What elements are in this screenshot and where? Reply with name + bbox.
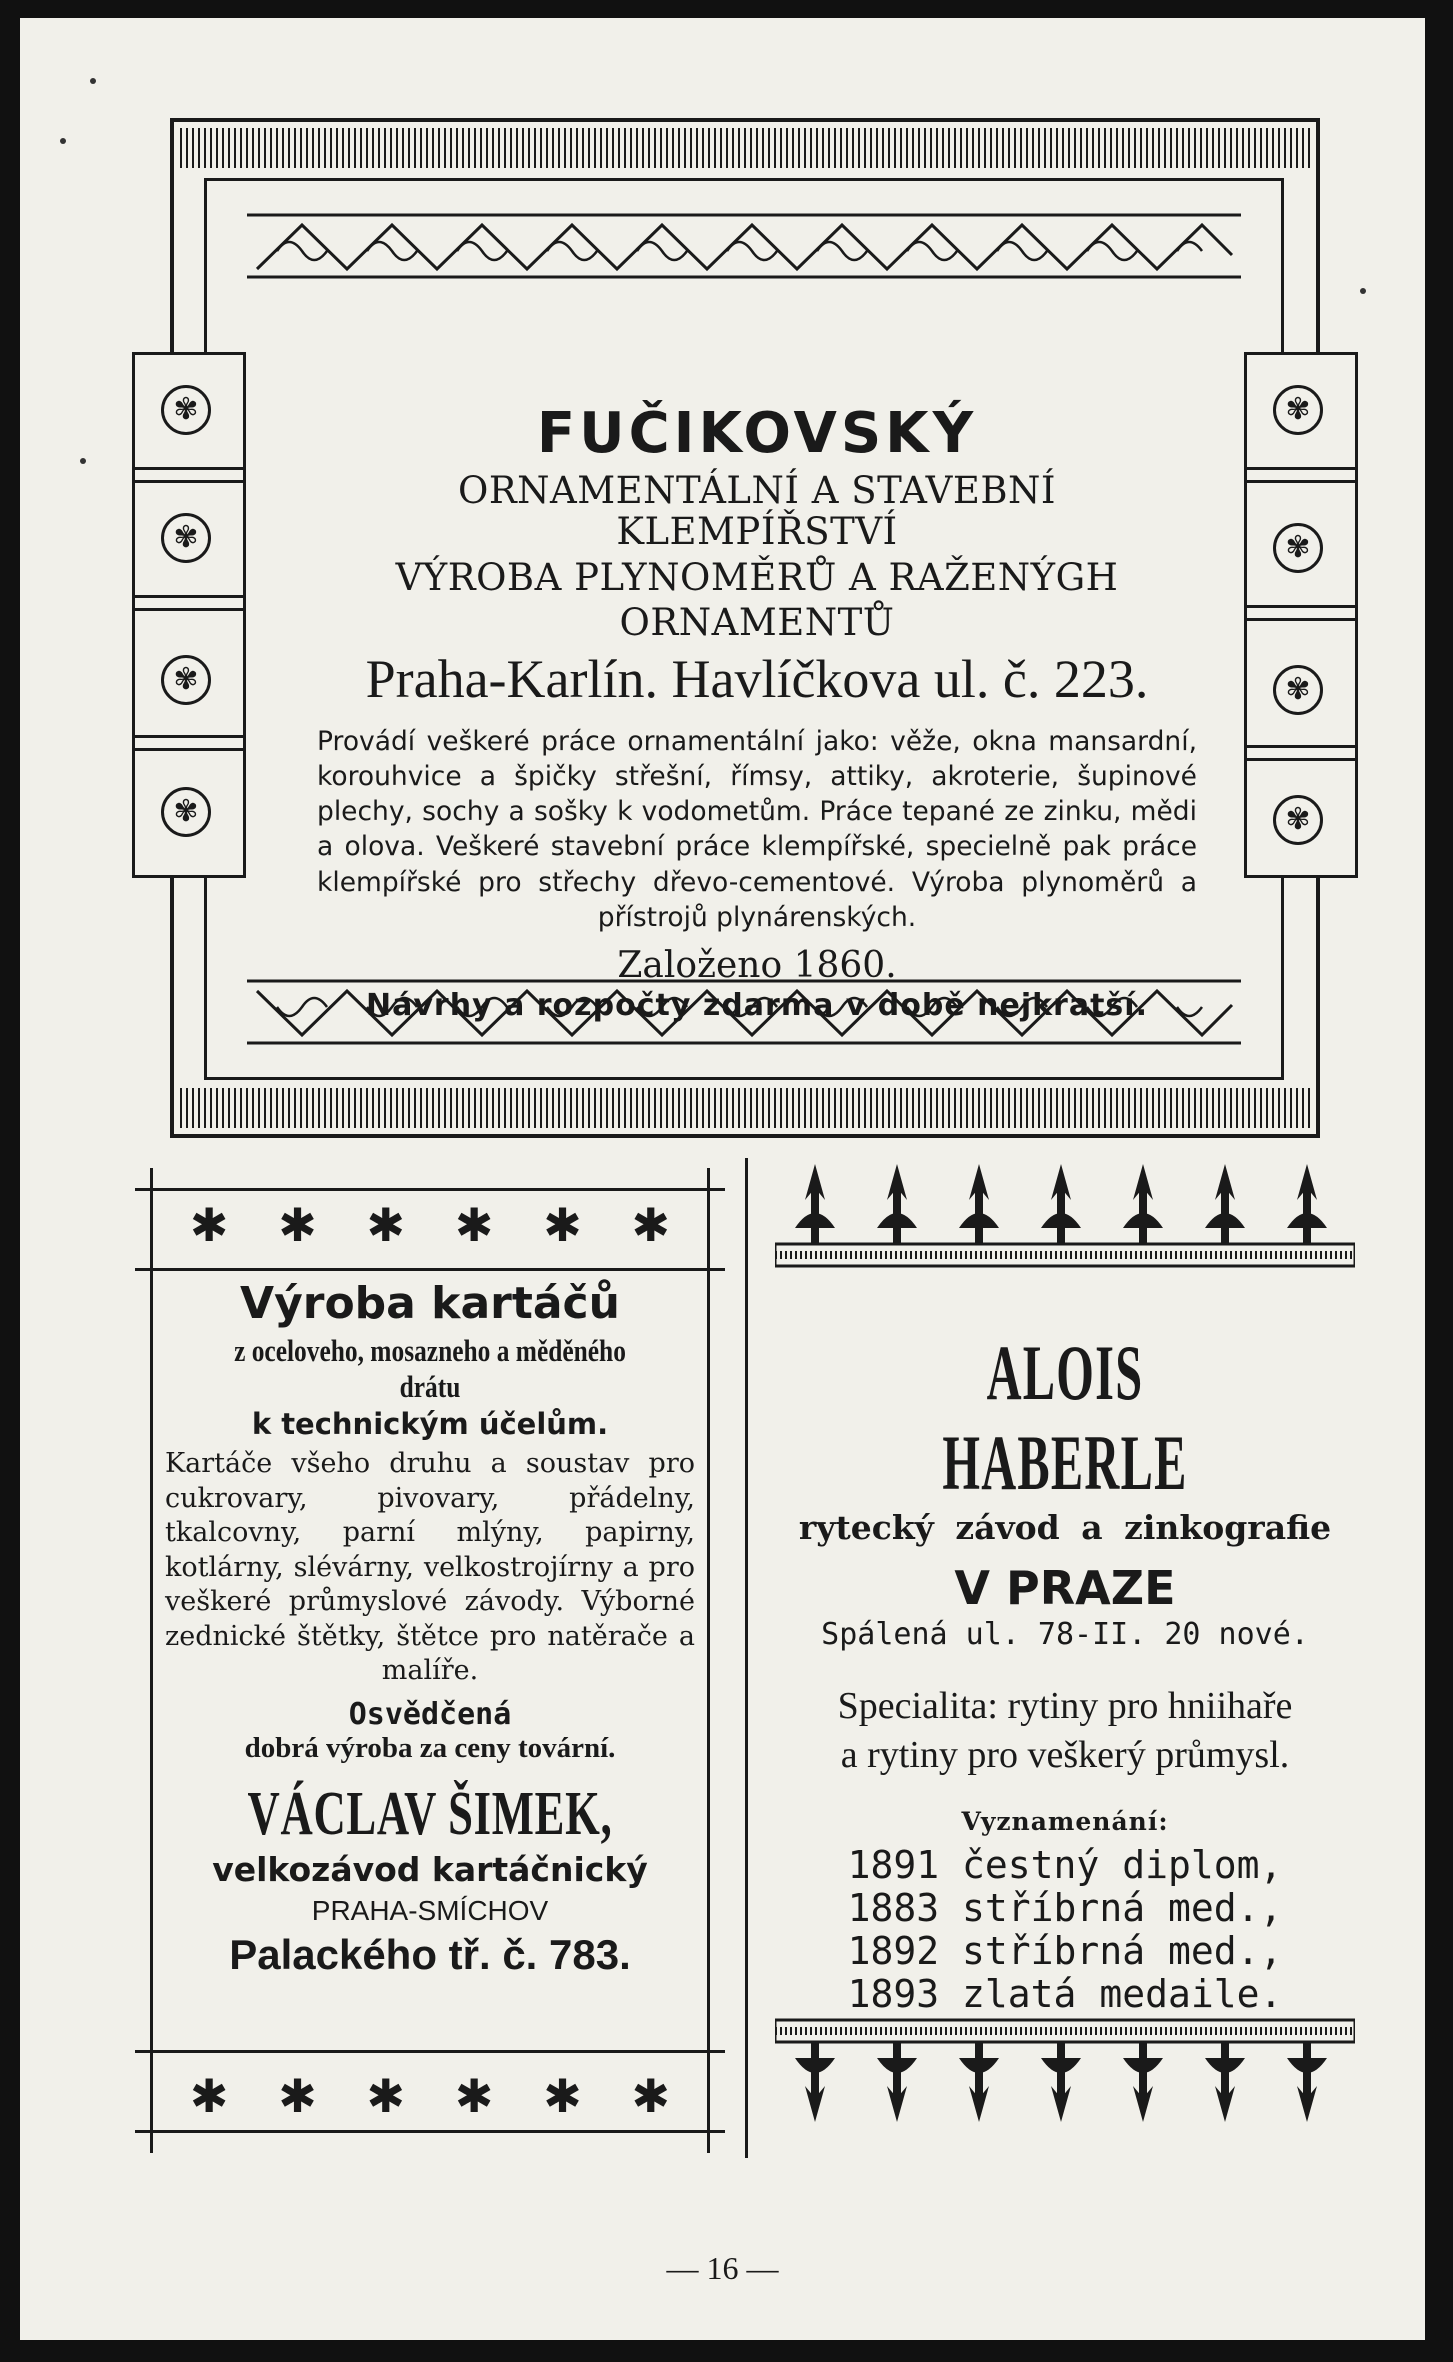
founded-note: Založeno 1860.	[617, 945, 897, 987]
specialty-line: Specialita: rytiny pro hniihaře	[837, 1685, 1293, 1727]
rosette-icon: ✾	[161, 787, 211, 837]
frame-line-left	[150, 1168, 153, 2153]
star-ornament-row-bottom	[165, 2069, 695, 2123]
print-speck	[1360, 288, 1366, 294]
pillar-rule	[1247, 745, 1355, 761]
firm-name: ALOIS HABERLE	[942, 1329, 1188, 1506]
award-item: 1883 stříbrná med.,	[847, 1885, 1283, 1930]
star-icon: ✱	[366, 2069, 406, 2123]
street-address: Spálená ul. 78-II. 20 nové.	[821, 1617, 1309, 1652]
rosette-icon: ✾	[1273, 523, 1323, 573]
right-ad-text	[765, 1328, 1365, 2016]
tagline: Návrhy a rozpočty zdarma v době nejkratší.	[366, 988, 1148, 1024]
star-icon: ✱	[278, 2069, 317, 2123]
pillar-rule	[135, 467, 243, 483]
star-icon: ✱	[631, 2069, 671, 2123]
award-item: 1892 stříbrná med.,	[847, 1928, 1283, 1973]
fucikovsky-advertisement	[170, 118, 1320, 1138]
hatched-border-bottom	[180, 1088, 1310, 1128]
print-speck	[80, 458, 86, 464]
column-divider	[745, 1158, 748, 2158]
star-icon: ✱	[278, 1198, 317, 1252]
frame-line	[135, 2050, 725, 2053]
award-item: 1891 čestný diplom,	[847, 1842, 1283, 1887]
frame-line-right	[707, 1168, 710, 2153]
inner-panel	[204, 178, 1284, 1080]
star-icon: ✱	[454, 2069, 494, 2123]
rosette-icon: ✾	[161, 655, 211, 705]
star-icon: ✱	[454, 1198, 494, 1252]
awards-heading: Vyznamenání:	[961, 1806, 1169, 1836]
star-icon: ✱	[189, 2069, 229, 2123]
pillar-rule	[135, 595, 243, 611]
city: V PRAZE	[954, 1561, 1176, 1615]
print-speck	[90, 78, 96, 84]
star-ornament-row-top	[165, 1198, 695, 1252]
left-ad-text	[165, 1278, 695, 1979]
ad-title: Výroba kartáčů	[240, 1278, 620, 1329]
trade-line: rytecký závod a zinkografie	[798, 1508, 1332, 1547]
star-icon: ✱	[189, 1198, 229, 1252]
proven-label: Osvědčená	[348, 1696, 512, 1732]
services-description: Provádí veškeré práce ornamentální jako: věže, okna mansardní, korouhvice a špičky střešní, římsy, attiky, akroterie, šupinové plechy, sochy a sošky k vodometům. Práce tepané ze zinku, mědi a olova. Veškeré stavební práce klempířské, specielně pak práce klempířské pro střechy dřevo-cementové. Výroba plynoměrů a přístrojů plynárenských.	[317, 725, 1197, 933]
material-line: z oceloveho, mosazneho a měděného drátu	[234, 1333, 626, 1404]
rosette-icon: ✾	[1273, 795, 1323, 845]
specialty-line: a rytiny pro veškerý průmysl.	[840, 1734, 1290, 1777]
subtitle-line: ORNAMENTÁLNÍ A STAVEBNÍ KLEMPÍŘSTVÍ	[457, 469, 1057, 554]
brand-name: FUČIKOVSKÝ	[536, 401, 978, 466]
pillar-rule	[135, 735, 243, 751]
ornamental-frieze-top	[247, 211, 1241, 281]
products-description: Kartáče všeho druhu a soustav pro cukrovary, pivovary, přádelny, tkalcovny, parní mlýny, papirny, kotlárny, slévárny, velkostrojírny a pro veškeré průmyslové závody. Výborné zednické štětky, štětce pro natěrače a malíře.	[165, 1448, 695, 1687]
city: PRAHA-SMÍCHOV	[311, 1894, 549, 1926]
outer-frame	[170, 118, 1320, 1138]
page-sheet	[20, 18, 1425, 2340]
simek-brush-advertisement	[135, 1168, 725, 2153]
page-number: — 16 —	[666, 2250, 779, 2286]
side-pillar-left	[132, 352, 246, 878]
hatched-border-top	[180, 128, 1310, 168]
owner-name: VÁCLAV ŠIMEK,	[247, 1779, 613, 1848]
rosette-icon: ✾	[161, 385, 211, 435]
rosette-icon: ✾	[1273, 385, 1323, 435]
subtitle-line: ORNAMENTŮ	[619, 601, 895, 645]
star-icon: ✱	[543, 1198, 582, 1252]
pillar-rule	[1247, 605, 1355, 621]
star-icon: ✱	[366, 1198, 406, 1252]
top-ad-text	[317, 401, 1197, 1023]
star-icon: ✱	[543, 2069, 582, 2123]
pillar-rule	[1247, 467, 1355, 483]
side-pillar-right	[1244, 352, 1358, 878]
star-icon: ✱	[631, 1198, 671, 1252]
firm-type: velkozávod kartáčnický	[212, 1849, 648, 1889]
rosette-icon: ✾	[1273, 665, 1323, 715]
street-address: Palackého tř. č. 783.	[229, 1930, 631, 1978]
frame-line-top	[135, 1188, 725, 1191]
rosette-icon: ✾	[161, 513, 211, 563]
purpose-line: k technickým účelům.	[251, 1407, 609, 1441]
address: Praha-Karlín. Havlíčkova ul. č. 223.	[365, 648, 1149, 709]
haberle-engraving-advertisement	[765, 1148, 1365, 2148]
frame-line	[135, 1268, 725, 1271]
subtitle-line: VÝROBA PLYNOMĚRŮ A RAŽENÝGH	[395, 555, 1119, 599]
quality-line: dobrá výroba za ceny tovární.	[244, 1731, 616, 1764]
iron-fence-ornament-bottom	[775, 2018, 1355, 2128]
frame-line-bottom	[135, 2130, 725, 2133]
iron-fence-ornament-top	[775, 1158, 1355, 1268]
print-speck	[60, 138, 66, 144]
award-item: 1893 zlatá medaile.	[847, 1971, 1283, 2016]
ornamental-frieze-bottom	[247, 977, 1241, 1047]
